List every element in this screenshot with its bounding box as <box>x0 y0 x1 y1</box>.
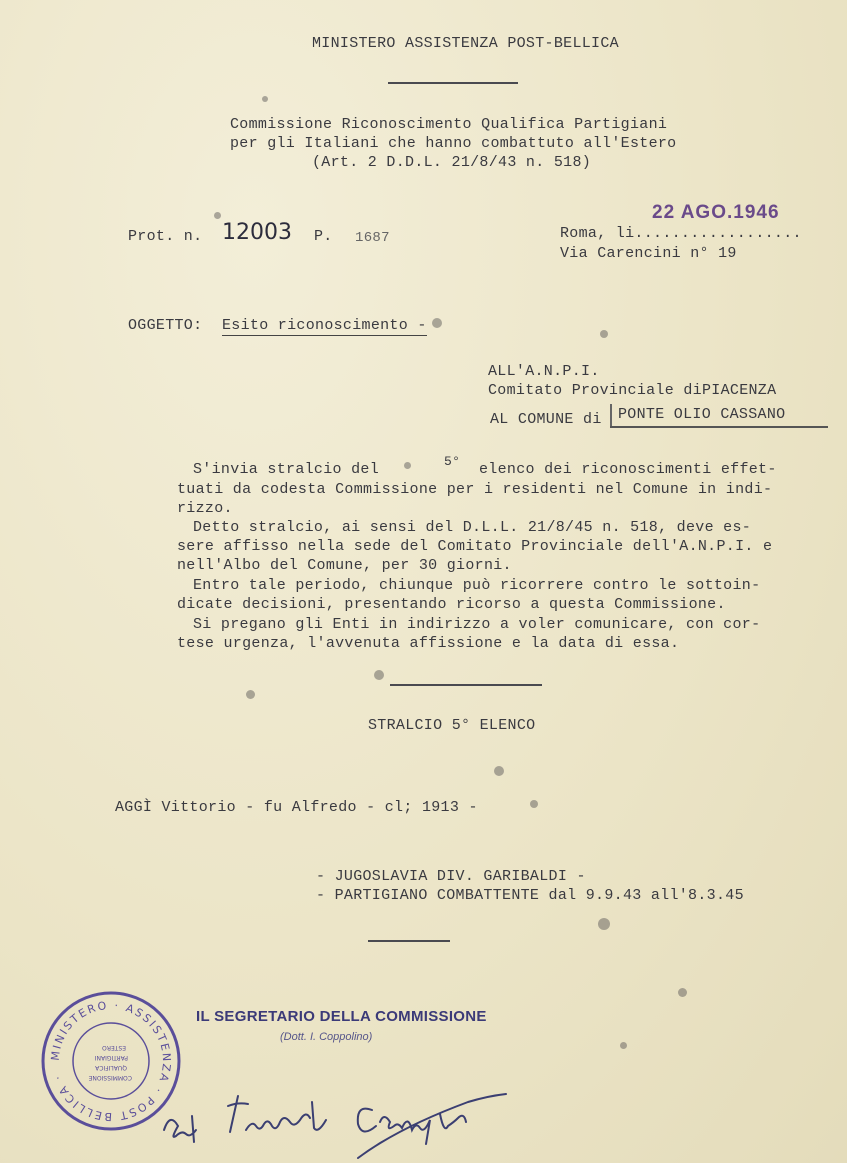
protocol-number-handwritten: 12003 <box>222 220 292 245</box>
subject-text: Esito riconoscimento - <box>222 317 427 334</box>
recipient-anpi: ALL'A.N.P.I. <box>488 363 600 380</box>
stain-spot <box>262 96 268 102</box>
body-p1-line3: rizzo. <box>177 500 233 517</box>
stain-spot <box>246 690 255 699</box>
body-p1-line1-b: elenco dei riconoscimenti effet- <box>479 461 777 478</box>
body-p4-line2: tese urgenza, l'avvenuta affissione e la data di essa. <box>177 635 680 652</box>
protocol-label: Prot. n. <box>128 228 203 245</box>
body-p3-line1: Entro tale periodo, chiunque può ricorrere contro le sottoin- <box>193 577 761 594</box>
stain-spot <box>600 330 608 338</box>
stain-spot <box>530 800 538 808</box>
recipient-comune-prefix: AL COMUNE di <box>490 411 602 428</box>
commission-line-2: per gli Italiani che hanno combattuto all'Estero <box>230 135 677 152</box>
comune-box-underline <box>610 426 828 428</box>
body-p1-line2: tuati da codesta Commissione per i residenti nel Comune in indi- <box>177 481 773 498</box>
stain-spot <box>404 462 411 469</box>
svg-text:QUALIFICA: QUALIFICA <box>95 1064 127 1071</box>
body-p1-line1-a: S'invia stralcio del <box>193 461 380 478</box>
commission-line-1: Commissione Riconoscimento Qualifica Partigiani <box>230 116 668 133</box>
body-p2-line1: Detto stralcio, ai sensi del D.L.L. 21/8/45 n. 518, deve es- <box>193 519 752 536</box>
recipient-committee-prefix: Comitato Provinciale di <box>488 382 702 399</box>
stain-spot <box>374 670 384 680</box>
stain-spot <box>214 212 221 219</box>
excerpt-divider <box>368 940 450 942</box>
recipient-comune-place: PONTE OLIO CASSANO <box>618 406 786 423</box>
protocol-p-label: P. <box>314 228 333 245</box>
date-stamp: 22 AGO.1946 <box>652 202 780 223</box>
body-p2-line3: nell'Albo del Comune, per 30 giorni. <box>177 557 512 574</box>
stain-spot <box>620 1042 627 1049</box>
excerpt-title: STRALCIO 5° ELENCO <box>368 717 536 734</box>
commission-line-3: (Art. 2 D.D.L. 21/8/43 n. 518) <box>312 154 592 171</box>
stain-spot <box>678 988 687 997</box>
body-p3-line2: dicate decisioni, presentando ricorso a questa Commissione. <box>177 596 726 613</box>
secretary-title: IL SEGRETARIO DELLA COMMISSIONE <box>196 1008 487 1025</box>
svg-text:COMMISSIONE: COMMISSIONE <box>88 1074 132 1081</box>
svg-text:ESTERO: ESTERO <box>102 1044 126 1051</box>
header-divider <box>388 82 518 84</box>
protocol-p-number: 1687 <box>355 230 390 246</box>
stain-spot <box>432 318 442 328</box>
excerpt-detail-2: - PARTIGIANO COMBATTENTE dal 9.9.43 all'8.3.45 <box>316 887 744 904</box>
recipient-committee-place: PIACENZA <box>702 382 777 399</box>
svg-text:PARTIGIANI: PARTIGIANI <box>94 1054 128 1061</box>
body-divider <box>390 684 542 686</box>
svg-text:MINISTERO · ASSISTENZA · POST: MINISTERO · ASSISTENZA · POST BELLICA · <box>48 998 174 1124</box>
city-date-line: Roma, li.................. <box>560 225 802 242</box>
subject-label: OGGETTO: <box>128 317 203 334</box>
body-p4-line1: Si pregano gli Enti in indirizzo a voler comunicare, con cor- <box>193 616 761 633</box>
excerpt-person: AGGÌ Vittorio - fu Alfredo - cl; 1913 - <box>115 799 478 816</box>
body-p1-number: 5° <box>444 454 461 469</box>
secretary-name: (Dott. I. Coppolino) <box>280 1031 373 1043</box>
address-line: Via Carencini n° 19 <box>560 245 737 262</box>
handwritten-signature <box>150 1070 520 1160</box>
excerpt-detail-1: - JUGOSLAVIA DIV. GARIBALDI - <box>316 868 586 885</box>
stain-spot <box>598 918 610 930</box>
ministry-heading: MINISTERO ASSISTENZA POST-BELLICA <box>312 35 619 52</box>
stain-spot <box>494 766 504 776</box>
body-p2-line2: sere affisso nella sede del Comitato Provinciale dell'A.N.P.I. e <box>177 538 773 555</box>
comune-box-edge <box>610 404 612 427</box>
